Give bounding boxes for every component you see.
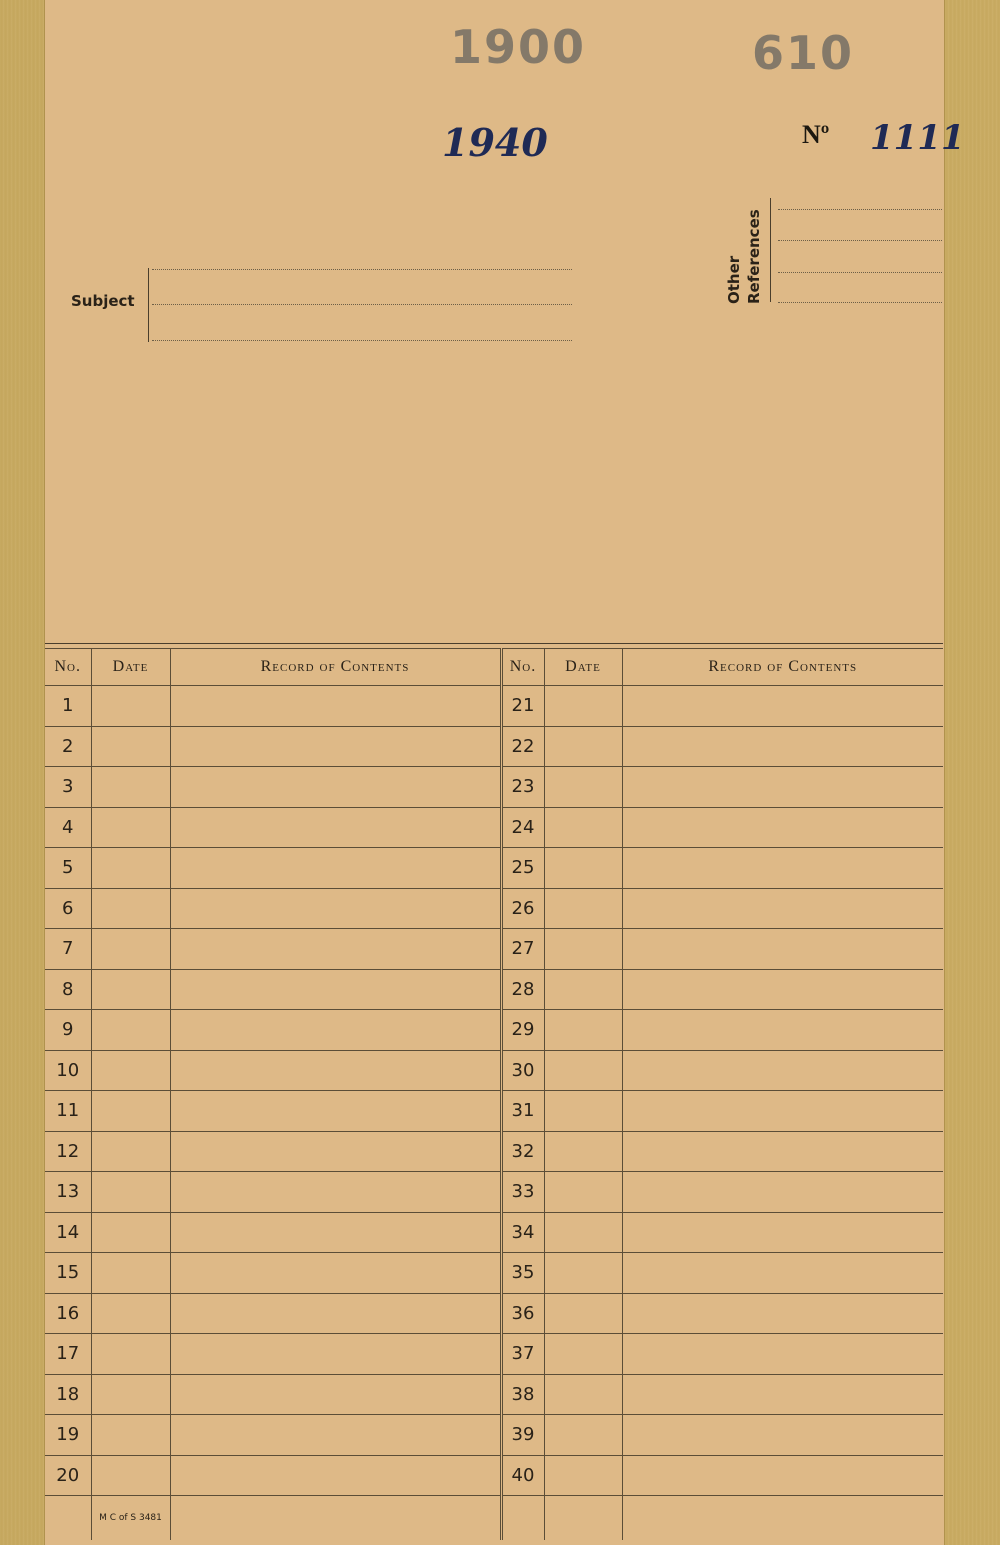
- entry-number-right: 32: [501, 1131, 544, 1172]
- header-date-right: Date: [544, 649, 622, 686]
- table-row: [45, 1131, 943, 1172]
- entry-record-left: [170, 888, 501, 929]
- other-references-line-4: [778, 302, 942, 303]
- header-record-left: Record of Contents: [170, 649, 501, 686]
- other-references-line-1: [778, 209, 942, 210]
- entry-date-right: [544, 1293, 622, 1334]
- binding-spine-right: [944, 0, 1000, 1545]
- entry-date-right: [544, 1455, 622, 1496]
- entry-date-right: [544, 1374, 622, 1415]
- subject-line-2: [152, 304, 572, 305]
- entry-date-right: [544, 969, 622, 1010]
- entry-number-right: 34: [501, 1212, 544, 1253]
- entry-number-right: 22: [501, 726, 544, 767]
- entry-number-left: 10: [45, 1050, 91, 1091]
- entry-date-right: [544, 1131, 622, 1172]
- entry-number-right: 38: [501, 1374, 544, 1415]
- table-row: [45, 686, 943, 727]
- table-row: [45, 848, 943, 889]
- table-row: [45, 1374, 943, 1415]
- entry-date-right: [544, 1415, 622, 1456]
- entry-date-left: [91, 726, 170, 767]
- table-row: [45, 1334, 943, 1375]
- entry-number-left: 4: [45, 807, 91, 848]
- entry-date-left: [91, 1293, 170, 1334]
- table-row: [45, 888, 943, 929]
- entry-number-right: 40: [501, 1455, 544, 1496]
- entry-record-left: [170, 848, 501, 889]
- entry-record-right: [622, 1131, 943, 1172]
- entry-record-right: [622, 686, 943, 727]
- entry-record-right: [622, 1050, 943, 1091]
- other-references-label-line-1: Other: [725, 255, 743, 304]
- entry-number-right: 25: [501, 848, 544, 889]
- other-references-label: [724, 209, 764, 304]
- entry-number-left: 20: [45, 1455, 91, 1496]
- entry-date-right: [544, 1253, 622, 1294]
- entry-record-left: [170, 929, 501, 970]
- table-row: [45, 1415, 943, 1456]
- entry-record-left: [170, 1050, 501, 1091]
- entry-record-right: [622, 767, 943, 808]
- entry-record-left: [170, 1455, 501, 1496]
- entry-date-left: [91, 1374, 170, 1415]
- entry-record-right: [622, 807, 943, 848]
- entry-number-left: 17: [45, 1334, 91, 1375]
- entry-number-right: 23: [501, 767, 544, 808]
- entry-date-left: [91, 767, 170, 808]
- table-row: [45, 929, 943, 970]
- entry-date-left: [91, 969, 170, 1010]
- entry-record-right: [622, 1334, 943, 1375]
- entry-record-left: [170, 1334, 501, 1375]
- entry-number-left: 8: [45, 969, 91, 1010]
- entry-number-right: 31: [501, 1091, 544, 1132]
- entry-date-left: [91, 686, 170, 727]
- entry-record-left: [170, 969, 501, 1010]
- form-code: M C of S 3481: [91, 1496, 170, 1541]
- header-record-right: Record of Contents: [622, 649, 943, 686]
- entry-number-right: 21: [501, 686, 544, 727]
- entry-record-left: [170, 726, 501, 767]
- entry-number-right: 28: [501, 969, 544, 1010]
- binding-spine-left: [0, 0, 45, 1545]
- table-row: [45, 1050, 943, 1091]
- entry-date-right: [544, 1050, 622, 1091]
- entry-number-left: 13: [45, 1172, 91, 1213]
- subject-brace: [148, 268, 149, 342]
- entry-number-right: 30: [501, 1050, 544, 1091]
- other-references-brace: [770, 198, 771, 302]
- footer-cell: [622, 1496, 943, 1541]
- entry-record-left: [170, 1415, 501, 1456]
- entry-date-right: [544, 1010, 622, 1051]
- entry-record-left: [170, 1293, 501, 1334]
- entry-date-left: [91, 1415, 170, 1456]
- header-no-right: No.: [501, 649, 544, 686]
- entry-date-left: [91, 929, 170, 970]
- entry-record-right: [622, 969, 943, 1010]
- entry-record-left: [170, 1131, 501, 1172]
- entry-number-left: 19: [45, 1415, 91, 1456]
- table-body: [45, 686, 943, 1496]
- footer-cell: [45, 1496, 91, 1541]
- entry-record-left: [170, 686, 501, 727]
- subject-label: Subject: [71, 292, 135, 310]
- entry-number-left: 2: [45, 726, 91, 767]
- entry-date-left: [91, 1131, 170, 1172]
- entry-date-right: [544, 848, 622, 889]
- entry-number-left: 18: [45, 1374, 91, 1415]
- subject-line-1: [152, 269, 572, 270]
- entry-record-left: [170, 1374, 501, 1415]
- entry-date-left: [91, 1253, 170, 1294]
- entry-number-right: 37: [501, 1334, 544, 1375]
- entry-record-right: [622, 1212, 943, 1253]
- entry-date-left: [91, 1091, 170, 1132]
- table-row: [45, 1253, 943, 1294]
- entry-number-left: 5: [45, 848, 91, 889]
- handwritten-file-number: 1111: [870, 118, 965, 158]
- entry-record-left: [170, 807, 501, 848]
- table-row: [45, 1091, 943, 1132]
- handwritten-year: 1940: [442, 120, 548, 165]
- entry-number-right: 26: [501, 888, 544, 929]
- entry-record-left: [170, 1172, 501, 1213]
- table-row: [45, 726, 943, 767]
- entry-number-left: 7: [45, 929, 91, 970]
- entry-date-left: [91, 1050, 170, 1091]
- entry-record-left: [170, 767, 501, 808]
- entry-date-right: [544, 807, 622, 848]
- entry-record-left: [170, 1253, 501, 1294]
- entry-record-right: [622, 888, 943, 929]
- entry-record-left: [170, 1212, 501, 1253]
- entry-number-right: 27: [501, 929, 544, 970]
- record-of-contents-table: [45, 648, 943, 1540]
- entry-date-right: [544, 767, 622, 808]
- entry-record-right: [622, 1455, 943, 1496]
- subject-line-3: [152, 340, 572, 341]
- entry-number-left: 9: [45, 1010, 91, 1051]
- entry-number-right: 35: [501, 1253, 544, 1294]
- entry-date-left: [91, 1455, 170, 1496]
- footer-cell: [501, 1496, 544, 1541]
- table-top-rule: [45, 643, 943, 644]
- entry-record-left: [170, 1091, 501, 1132]
- entry-date-right: [544, 726, 622, 767]
- entry-record-right: [622, 1253, 943, 1294]
- entry-date-right: [544, 1172, 622, 1213]
- entry-number-left: 12: [45, 1131, 91, 1172]
- header-date-left: Date: [91, 649, 170, 686]
- other-references-label-line-2: References: [745, 209, 763, 304]
- entry-record-left: [170, 1010, 501, 1051]
- table-footer-row: [45, 1496, 943, 1541]
- table-row: [45, 767, 943, 808]
- entry-number-right: 33: [501, 1172, 544, 1213]
- entry-number-right: 39: [501, 1415, 544, 1456]
- table-row: [45, 1010, 943, 1051]
- entry-date-right: [544, 1334, 622, 1375]
- table-row: [45, 1172, 943, 1213]
- entry-date-right: [544, 888, 622, 929]
- entry-number-left: 16: [45, 1293, 91, 1334]
- entry-number-left: 6: [45, 888, 91, 929]
- entry-date-left: [91, 848, 170, 889]
- footer-cell: [544, 1496, 622, 1541]
- table-row: [45, 1212, 943, 1253]
- entry-number-left: 1: [45, 686, 91, 727]
- entry-record-right: [622, 1172, 943, 1213]
- entry-date-left: [91, 1010, 170, 1051]
- number-label: Nº: [802, 120, 830, 149]
- table-row: [45, 1293, 943, 1334]
- entry-number-left: 3: [45, 767, 91, 808]
- entry-record-right: [622, 1374, 943, 1415]
- other-references-line-2: [778, 240, 942, 241]
- entry-number-right: 36: [501, 1293, 544, 1334]
- entry-date-left: [91, 807, 170, 848]
- entry-record-right: [622, 726, 943, 767]
- header-no-left: No.: [45, 649, 91, 686]
- entry-number-left: 14: [45, 1212, 91, 1253]
- entry-date-left: [91, 1334, 170, 1375]
- entry-record-right: [622, 848, 943, 889]
- entry-record-right: [622, 1415, 943, 1456]
- table-row: [45, 1455, 943, 1496]
- entry-number-right: 24: [501, 807, 544, 848]
- other-references-line-3: [778, 272, 942, 273]
- table-row: [45, 807, 943, 848]
- stamp-file-number: 610: [752, 26, 855, 80]
- entry-record-right: [622, 1010, 943, 1051]
- entry-date-right: [544, 686, 622, 727]
- entry-date-left: [91, 1172, 170, 1213]
- entry-record-right: [622, 929, 943, 970]
- entry-number-right: 29: [501, 1010, 544, 1051]
- entry-record-right: [622, 1293, 943, 1334]
- entry-number-left: 11: [45, 1091, 91, 1132]
- entry-date-left: [91, 1212, 170, 1253]
- table-header-row: [45, 649, 943, 686]
- table-row: [45, 969, 943, 1010]
- entry-date-right: [544, 929, 622, 970]
- entry-date-left: [91, 888, 170, 929]
- entry-date-right: [544, 1212, 622, 1253]
- entry-date-right: [544, 1091, 622, 1132]
- footer-cell: [170, 1496, 501, 1541]
- entry-record-right: [622, 1091, 943, 1132]
- entry-number-left: 15: [45, 1253, 91, 1294]
- stamp-year: 1900: [450, 20, 587, 74]
